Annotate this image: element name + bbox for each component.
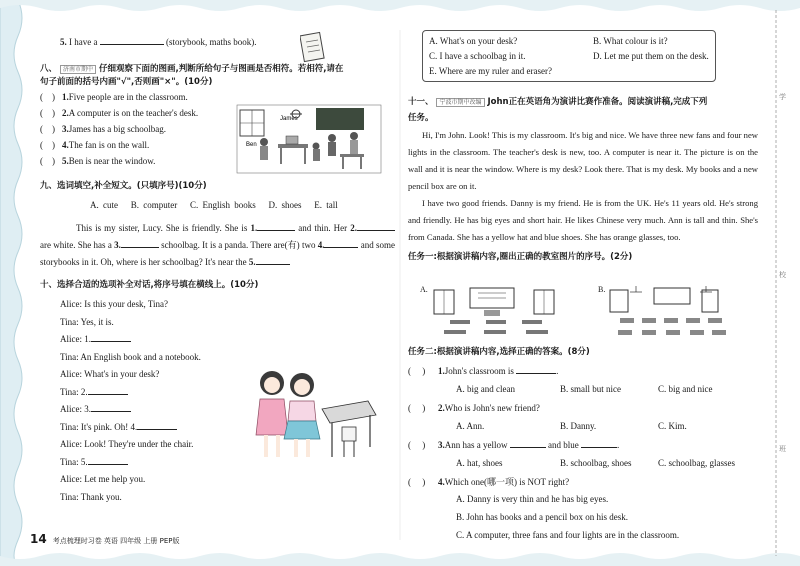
judge-item: ( ) 5.Ben is near the window. (40, 156, 156, 166)
judge-item: ( ) 2.A computer is on the teacher's desk. (40, 108, 199, 118)
section-8: 八、 济南市期中 仔细观察下面的图画,判断所给句子与图画是否相符。若相符,请在 句子前面的括号内画"√",否则画"×"。(10分) ( ) 1.Five people are in the classroom. ( ) 2.A computer is on the teacher's desk. ( ) 3.James has a big schoolbag. ( ) 4.The fan is on the wall. ( ) 5.Ben is near the window. (40, 63, 395, 168)
q5-line: 5. I have a (storybook, maths book). (60, 37, 257, 47)
word-options: A. cute B. computer C. English books D. shoes E. tall (90, 200, 338, 210)
choice[interactable]: A. big and clean (456, 384, 515, 394)
speech-paragraph-2: I have two good friends. Danny is my friend. He is from the UK. He's 11 years old. He's strong and friendly. He has big eyes and short hair. He likes Chinese very much. Ann is tall and thin. She's from Canada. She has a yellow hat and blue shoes. She has orange glasses, too. (408, 198, 758, 242)
section-9: 九、选词填空,补全短文。(只填序号)(10分) A. cute B. computer C. English books D. shoes E. tall This is my sister, Lucy. She is friendly. She is 1. and thin. Her 2. are white. She has a 3. schoolbag. It is a panda. There are(有) two 4. and some storybooks in it. Oh, where is her schoolbag? It's near the 5. (40, 180, 395, 271)
source-tag: 济南市期中 (60, 65, 96, 74)
storybook-icon (300, 30, 326, 64)
dialogue-line: Alice: 1. (60, 331, 395, 349)
pic-a-label: A. (420, 285, 428, 294)
dialogue-line: Alice: Is this your desk, Tina? (60, 299, 168, 309)
dialogue-line: Tina: An English book and a notebook. (60, 351, 201, 362)
judge-item: ( ) 3.James has a big schoolbag. (40, 124, 166, 134)
task-2: 任务二:根据演讲稿内容,选择正确的答案。(8分) ( ) 1.John's classroom is . A. big and clean B. small but nice C. big and nice ( ) 2.Who is John's new friend? A. Ann. B. Danny. C. Kim. ( ) 3.Ann has a yellow and blue . A. hat, shoes B. schoolbag, shoes C. schoolbag, glasses ( ) 4.Which one(哪一项) is NOT right? A. Danny is very thin and he has big eyes. B. John has books and a pencil box on his desk. C. A computer, three fans and four lights are in the classroom. (408, 346, 758, 542)
choice[interactable]: A. Ann. (456, 421, 485, 431)
choice[interactable]: B. Danny. (560, 421, 597, 431)
dialogue-line: Alice: 3. (60, 401, 395, 419)
choice[interactable]: B. small but nice (560, 384, 621, 394)
task-1: 任务一:根据演讲稿内容,圈出正确的教室图片的序号。(2分) (408, 252, 633, 262)
classroom-picture (236, 104, 382, 174)
choice[interactable]: B. John has books and a pencil box on his desk. (456, 512, 628, 522)
mc-question: ( ) 2.Who is John's new friend? A. Ann. B. Danny. C. Kim. (408, 403, 687, 431)
source-tag: 宁波市期中改编 (436, 98, 484, 107)
section-10: 十、选择合适的选项补全对话,将序号填在横线上。(10分) Alice: Is this your desk, Tina? Tina: Yes, it is. Alice: 1. Tina: An English book and a notebook. Alice: What's in your desk? Tina: 2. Alice: 3. Tina: It's pink. Oh! 4. Alice: Look! They're under the chair. Tina: 5. Alice: Let me help you. Tina: Thank you. (40, 279, 395, 506)
classroom-picture-a[interactable] (430, 284, 564, 342)
page-number: 14 (30, 532, 47, 546)
answer-options-box (422, 30, 716, 82)
mc-question: ( ) 4.Which one(哪一项) is NOT right? A. Danny is very thin and he has big eyes. B. John has books and a pencil box on his desk. C. A computer, three fans and four lights are in the classroom. (408, 476, 758, 542)
girls-desk-picture (250, 365, 380, 465)
dialogue-line: Alice: Look! They're under the chair. (60, 439, 194, 449)
option-d: D. Let me put them on the desk. (593, 51, 709, 61)
answer-blank[interactable] (100, 44, 164, 45)
right-column (408, 30, 758, 264)
option-c: C. I have a schoolbag in it. (429, 51, 526, 61)
choice[interactable]: A. hat, shoes (456, 458, 503, 468)
dialogue-line: Alice: What's in your desk? (60, 369, 160, 379)
dialogue-line: Tina: It's pink. Oh! 4. (60, 419, 395, 437)
dialogue-line: Tina: 5. (60, 454, 395, 472)
dialogue-line: Tina: 2. (60, 384, 395, 402)
judge-item: ( ) 4.The fan is on the wall. (40, 140, 150, 150)
option-a: A. What's on your desk? (429, 36, 518, 46)
mc-question: ( ) 1.John's classroom is . A. big and clean B. small but nice C. big and nice (408, 366, 713, 394)
choice[interactable]: C. Kim. (658, 421, 687, 431)
choice[interactable]: C. schoolbag, glasses (658, 458, 735, 468)
dialogue-line: Tina: Yes, it is. (60, 316, 114, 327)
dialogue-line: Tina: Thank you. (60, 491, 122, 502)
option-b: B. What colour is it? (593, 36, 668, 46)
cloze-passage: This is my sister, Lucy. She is friendly. She is 1. and thin. Her 2. are white. She has a 3. schoolbag. It is a panda. There are(有) two 4. and some storybooks in it. Oh, where is her schoolbag? It's near the 5. (40, 223, 396, 267)
choice[interactable]: C. A computer, three fans and four lights are in the classroom. (456, 530, 680, 540)
option-e: E. Where are my ruler and eraser? (429, 66, 553, 76)
binding-mark: 学 (779, 93, 786, 101)
pic-b-label: B. (598, 285, 606, 294)
dialogue-line: Alice: Let me help you. (60, 474, 146, 484)
section-11: 十一、 宁波市期中改编 John正在英语角为演讲比赛作准备。阅读演讲稿,完成下列 任务。 Hi, I'm John. Look! This is my classroom. It's big and nice. We have three new fans and four new lights in the classroom. The teacher's desk is new, too. A computer is near it. The picture is on the wall and it is near the window. Where is my desk? Look there. That is my desk. My books and a new pencil box are on it. I have two good friends. Danny is my friend. He is from the UK. He's 11 years old. He's strong and friendly. He has big eyes and short hair. He likes Chinese very much. Ann is tall and thin. She's from Canada. She has a yellow hat and blue shoes. She has orange glasses, too. 任务一:根据演讲稿内容,圈出正确的教室图片的序号。(2分) (408, 97, 758, 262)
label-ben: Ben (246, 142, 257, 148)
mc-question: ( ) 3.Ann has a yellow and blue . A. hat, shoes B. schoolbag, shoes C. schoolbag, glasses (408, 440, 735, 468)
choice[interactable]: A. Danny is very thin and he has big eyes. (456, 494, 609, 504)
classroom-picture-b[interactable] (606, 284, 736, 342)
choice[interactable]: B. schoolbag, shoes (560, 458, 632, 468)
choice[interactable]: C. big and nice (658, 384, 713, 394)
judge-item: ( ) 1.Five people are in the classroom. (40, 92, 188, 102)
label-james: James (280, 116, 298, 122)
binding-mark: 校 (779, 271, 786, 279)
speech-paragraph-1: Hi, I'm John. Look! This is my classroom. It's big and nice. We have three new fans and four new lights in the classroom. The teacher's desk is new, too. A computer is near it. The picture is on the wall and it is near the window. Where is my desk? Look there. That is my desk. My books and a new pencil box are on it. (408, 130, 758, 191)
page-footer: 14 考点梳理时习卷 英语 四年级 上册 PEP版 (30, 532, 180, 546)
binding-mark: 班 (779, 445, 786, 453)
